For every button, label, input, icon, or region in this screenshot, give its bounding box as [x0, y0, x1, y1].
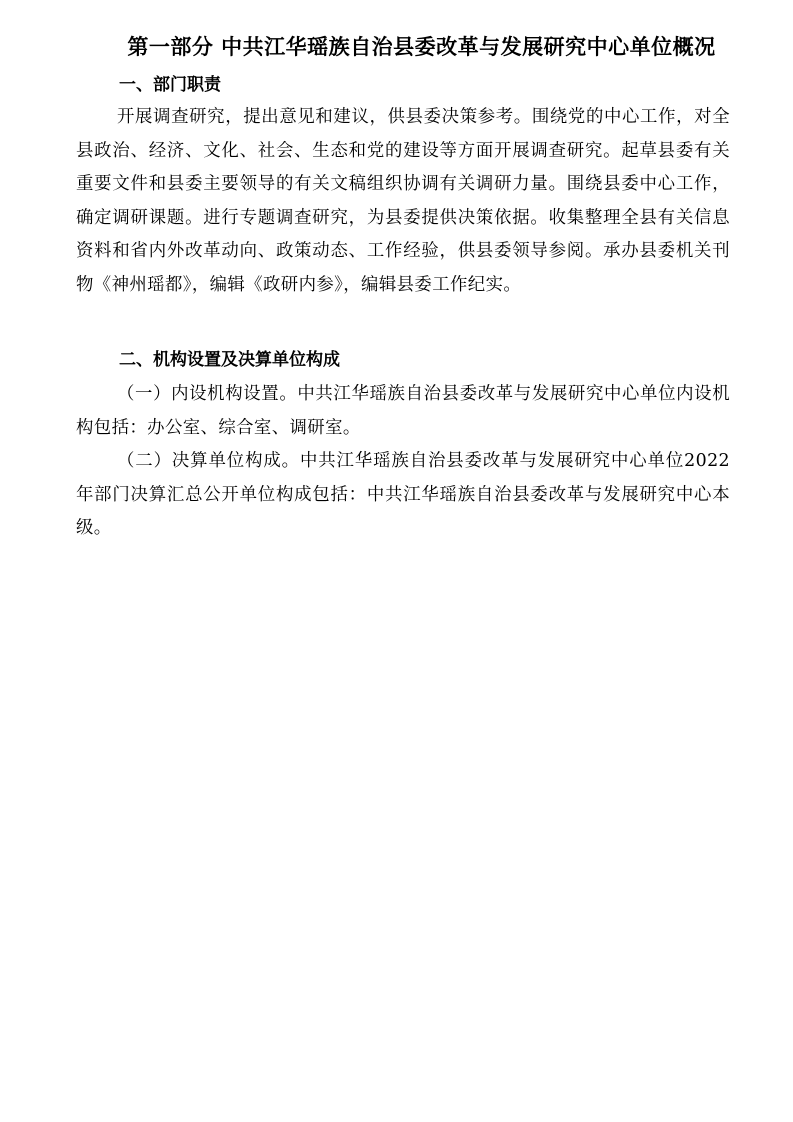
section-heading-duties: 一、部门职责 — [119, 75, 221, 95]
document-title: 第一部分 中共江华瑶族自治县委改革与发展研究中心单位概况 — [127, 35, 716, 59]
budget-unit-paragraph: （二）决算单位构成。中共江华瑶族自治县委改革与发展研究中心单位2022年部门决算汇总公开单位构成包括：中共江华瑶族自治县委改革与发展研究中心本级。 — [76, 451, 730, 538]
duties-paragraph: 开展调查研究，提出意见和建议，供县委决策参考。围绕党的中心工作，对全县政治、经济、文化、社会、生态和党的建设等方面开展调查研究。起草县委有关重要文件和县委主要领导的有关文稿组织协调有关调研力量。围绕县委中心工作，确定调研课题。进行专题调查研究，为县委提供决策依据。收集整理全县有关信息资料和省内外改革动向、政策动态、工作经验，供县委领导参阅。承办县委机关刊物《神州瑶都》，编辑《政研内参》，编辑县委工作纪实。 — [76, 107, 730, 295]
internal-structure-paragraph: （一）内设机构设置。中共江华瑶族自治县委改革与发展研究中心单位内设机构包括：办公室、综合室、调研室。 — [76, 384, 730, 438]
section-heading-structure: 二、机构设置及决算单位构成 — [119, 350, 340, 370]
